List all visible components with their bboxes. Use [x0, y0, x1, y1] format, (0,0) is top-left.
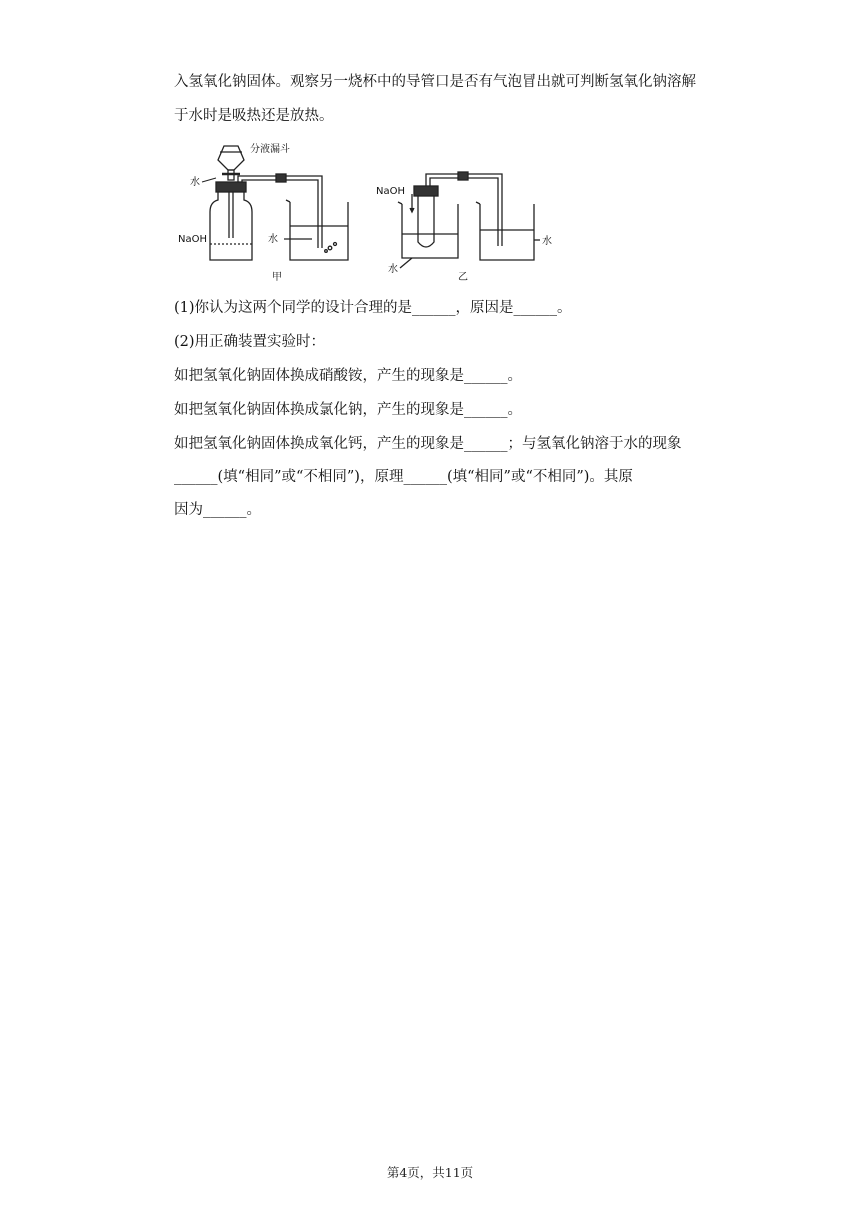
caption-jia: 甲: [272, 272, 282, 283]
label-naoh-b: NaOH: [376, 186, 405, 197]
question-2a: 如把氢氧化钠固体换成硝酸铵，产生的现象是______。: [174, 368, 522, 384]
label-naoh-a: NaOH: [178, 234, 207, 245]
question-2: (2)用正确装置实验时：: [174, 334, 326, 350]
paragraph-line-1: 入氢氧化钠固体。观察另一烧杯中的导管口是否有气泡冒出就可判断氢氧化钠溶解: [174, 74, 696, 90]
label-water-beaker-b: 水: [542, 236, 552, 247]
label-water-b: 水: [388, 264, 398, 275]
apparatus-figure: [172, 138, 562, 288]
label-water-beaker-a: 水: [268, 234, 278, 245]
caption-yi: 乙: [458, 272, 468, 283]
question-2c-line-2: ______(填“相同”或“不相同”)，原理______(填“相同”或“不相同”)。其原: [174, 469, 633, 485]
question-2c-line-1: 如把氢氧化钠固体换成氧化钙，产生的现象是______；与氢氧化钠溶于水的现象: [174, 436, 682, 452]
label-water-a: 水: [190, 177, 200, 188]
apparatus-diagram: [172, 138, 562, 288]
question-1: (1)你认为这两个同学的设计合理的是______，原因是______。: [174, 300, 572, 316]
label-funnel: 分液漏斗: [250, 144, 290, 155]
paragraph-line-2: 于水时是吸热还是放热。: [174, 108, 334, 124]
page-number: 第4页，共11页: [386, 1165, 474, 1180]
question-2c-line-3: 因为______。: [174, 502, 261, 518]
question-2b: 如把氢氧化钠固体换成氯化钠，产生的现象是______。: [174, 402, 522, 418]
